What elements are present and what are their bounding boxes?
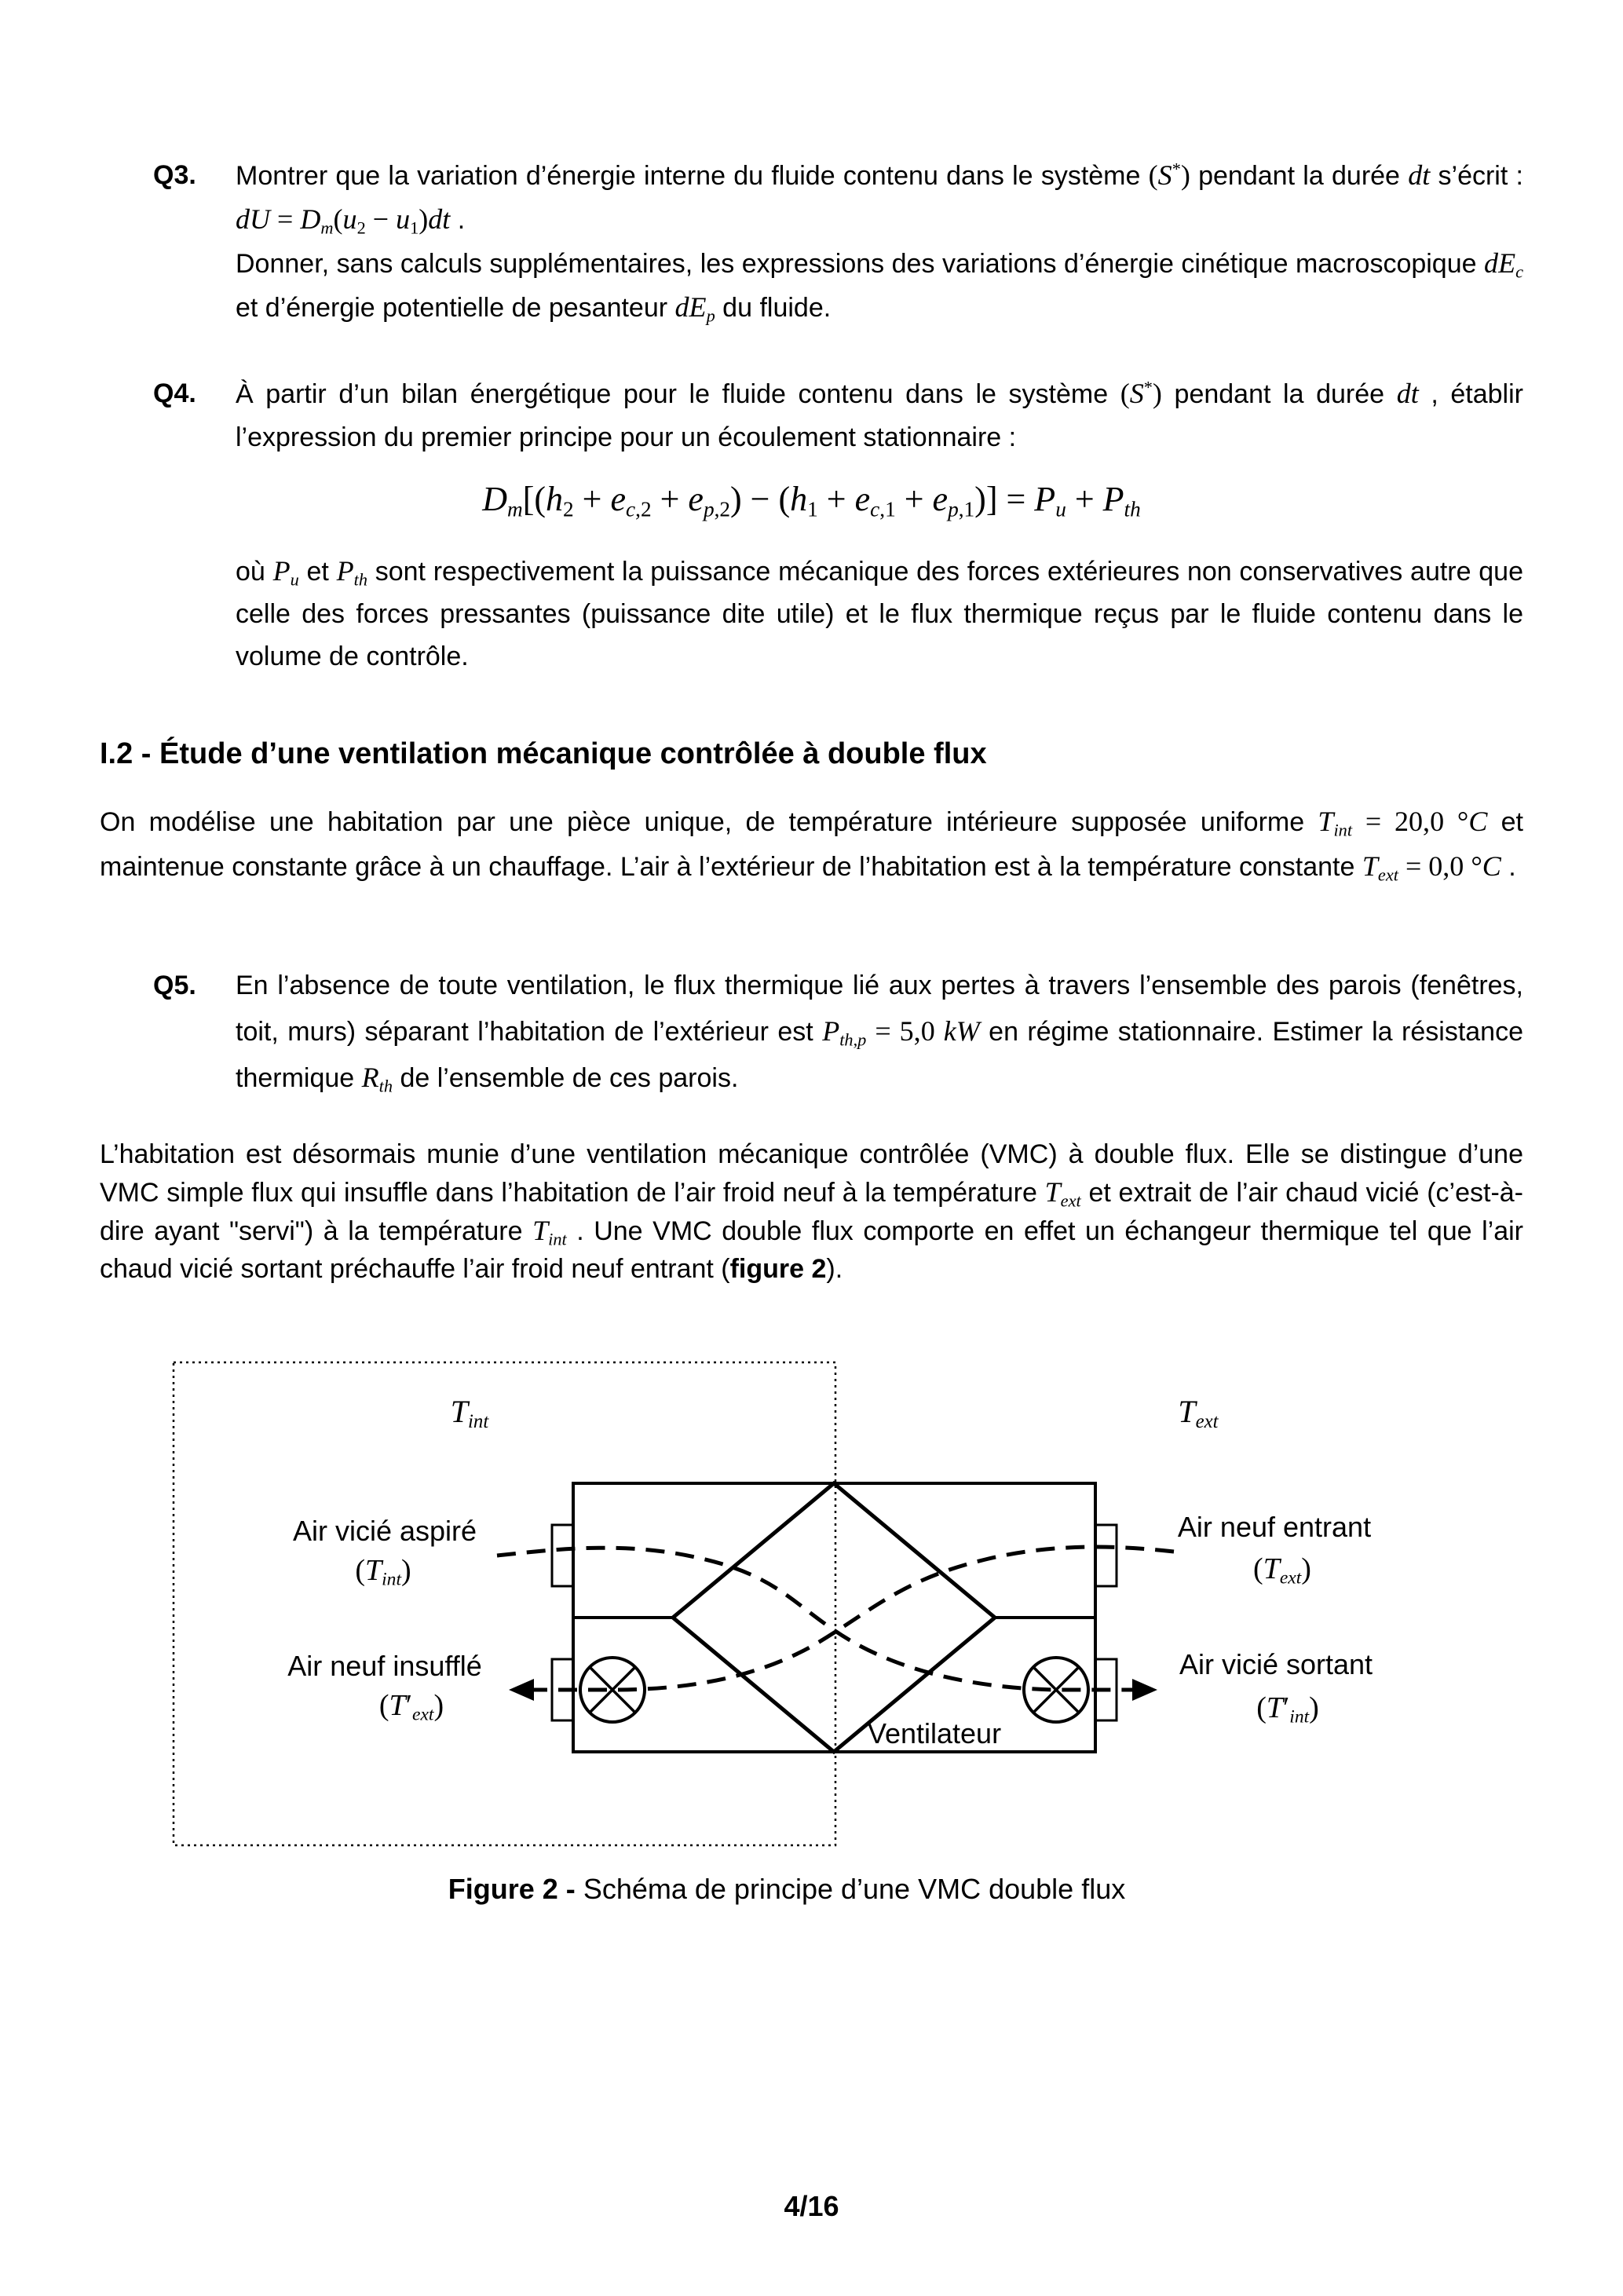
port-top-left bbox=[552, 1525, 573, 1586]
label-air-vicie-aspire: Air vicié aspiré bbox=[292, 1515, 477, 1547]
flow-stale-air-path bbox=[497, 1548, 1135, 1690]
label-air-vicie-sortant: Air vicié sortant bbox=[1179, 1648, 1373, 1680]
t-int-paren-symbol: $(T_{int})$ bbox=[355, 1554, 411, 1590]
label-air-neuf-insuffle-temp bbox=[378, 1689, 444, 1725]
t-int-symbol: $T_{int}$ bbox=[450, 1394, 489, 1432]
question-q4-text-2: où $P_u$ et $P_{th}$ sont respectivement la puissance mécanique des forces extérieures non conservatives autre que celle des forces pressantes (puissance dite utile) et le flux thermique reçus par le fluide contenu dans le volume de contrôle. bbox=[236, 555, 1523, 671]
arrow-left-icon bbox=[509, 1679, 534, 1701]
t-ext-symbol: $T_{ext}$ bbox=[1178, 1394, 1219, 1432]
vmc-paragraph bbox=[100, 1135, 1523, 1288]
fan-right-icon bbox=[1024, 1658, 1088, 1722]
temperature-interior-label bbox=[450, 1394, 489, 1432]
label-air-neuf-insuffle: Air neuf insufflé bbox=[287, 1650, 482, 1682]
label-ventilateur: Ventilateur bbox=[867, 1717, 1002, 1749]
fan-left-icon bbox=[580, 1658, 645, 1722]
label-air-neuf-entrant: Air neuf entrant bbox=[1177, 1511, 1372, 1543]
port-top-right bbox=[1095, 1525, 1117, 1586]
t-prime-int-symbol: $(T'_{int})$ bbox=[1256, 1691, 1319, 1727]
label-air-neuf-entrant-temp bbox=[1253, 1552, 1311, 1589]
question-q3 bbox=[100, 154, 1523, 330]
question-q3-text-1: Montrer que la variation d’énergie interne du fluide contenu dans le système (S*) pendant la durée dt s’écrit : dU = $D_m(u_2 - u_1)dt$ . bbox=[236, 159, 1523, 238]
exchanger-box bbox=[573, 1483, 1095, 1752]
t-prime-ext-symbol: $(T'_{ext})$ bbox=[378, 1689, 444, 1725]
first-principle-equation bbox=[100, 468, 1523, 533]
figure-diagram bbox=[157, 1358, 1335, 1869]
habitation-dotted-boundary bbox=[174, 1362, 835, 1845]
question-q4 bbox=[100, 372, 1523, 459]
question-q3-label: Q3. bbox=[153, 160, 196, 190]
flow-fresh-air-path bbox=[532, 1547, 1174, 1690]
port-bottom-left bbox=[552, 1659, 573, 1720]
exchanger-diamond bbox=[673, 1483, 995, 1752]
question-q5-label: Q5. bbox=[153, 971, 196, 1000]
port-bottom-right bbox=[1095, 1659, 1117, 1720]
figure-caption: Figure 2 - Schéma de principe d’une VMC double flux bbox=[448, 1873, 1126, 1905]
t-ext-paren-symbol: $(T_{ext})$ bbox=[1253, 1552, 1311, 1589]
page-number: 4/16 bbox=[784, 2190, 839, 2222]
label-air-vicie-sortant-temp bbox=[1256, 1691, 1319, 1727]
intro-text: On modélise une habitation par une pièce unique, de température intérieure supposée uniforme $T_{int} = 20,0$ °C et maintenue constante grâce à un chauffage. L’air à l’extérieur de l’habitation est à la température constante $T_{ext} = 0,0$ °C . bbox=[100, 806, 1523, 885]
section-heading: I.2 - Étude d’une ventilation mécanique contrôlée à double flux bbox=[100, 737, 987, 770]
temperature-exterior-label bbox=[1178, 1394, 1219, 1432]
vmc-text: L’habitation est désormais munie d’une ventilation mécanique contrôlée (VMC) à double flux. Elle se distingue d’une VMC simple flux qui insuffle dans l’habitation de l’air froid neuf à la température $T_{ext}$ et extrait de l’air chaud vicié (c’est-à-dire ayant "servi") à la température $T_{int}$ . Une VMC double flux comporte en effet un échangeur thermique tel que l’air chaud vicié sortant préchauffe l’air froid neuf entrant (figure 2). bbox=[100, 1139, 1524, 1284]
question-q5 bbox=[100, 963, 1523, 1101]
arrow-right-icon bbox=[1132, 1679, 1157, 1701]
question-q3-text-2: Donner, sans calculs supplémentaires, les expressions des variations d’énergie cinétique macroscopique $dE_c$ et d’énergie potentielle de pesanteur $dE_p$ du fluide. bbox=[236, 247, 1523, 326]
question-q4-text: À partir d’un bilan énergétique pour le fluide contenu dans le système (S*) pendant la durée dt , établir l’expression du premier principe pour un écoulement stationnaire : bbox=[236, 377, 1523, 452]
intro-paragraph bbox=[100, 799, 1523, 889]
question-q4-continuation bbox=[100, 550, 1523, 678]
equation-math: $D_m[(h_2 + e_{c,2} + e_{p,2}) - (h_1 + e_{c,1} + e_{p,1})] = P_u + P_{th}$ bbox=[482, 480, 1141, 521]
question-q4-label: Q4. bbox=[153, 378, 196, 408]
question-q5-text: En l’absence de toute ventilation, le flux thermique lié aux pertes à travers l’ensemble des parois (fenêtres, toit, murs) séparant l’habitation de l’extérieur est $P_{th,p} = 5,0$ kW en régime stationnaire. Estimer la résistance thermique $R_{th}$ de l’ensemble de ces parois. bbox=[236, 971, 1523, 1096]
label-air-vicie-aspire-temp bbox=[355, 1554, 411, 1590]
